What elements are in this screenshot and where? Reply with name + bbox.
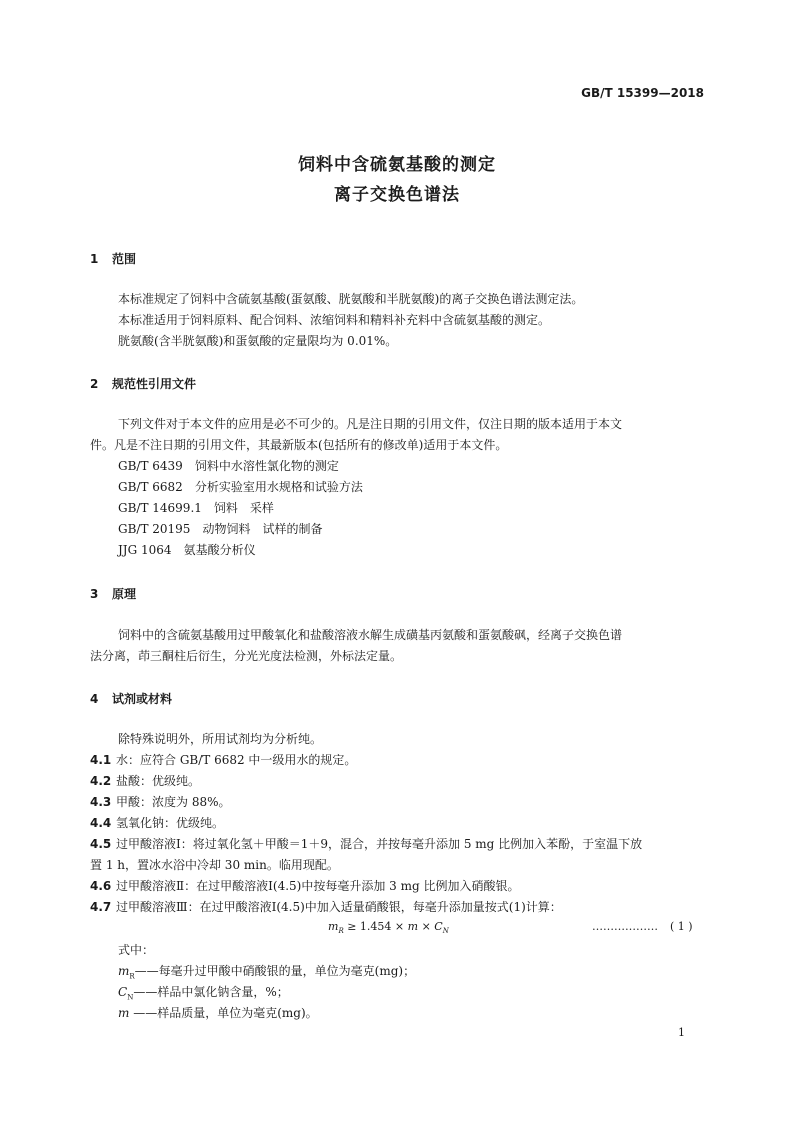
reference-item <box>118 478 363 495</box>
paragraph: 除特殊说明外，所用试剂均为分析纯。 <box>118 732 323 746</box>
reference-code: GB/T 6439 <box>118 459 183 473</box>
definition-item <box>118 983 289 1001</box>
clause-4-6 <box>90 877 520 894</box>
paragraph-continued: 件。凡是不注日期的引用文件，其最新版本(包括所有的修改单)适用于本文件。 <box>90 438 508 452</box>
reference-code: GB/T 20195 <box>118 522 191 536</box>
reference-code: GB/T 6682 <box>118 480 183 494</box>
standard-code: GB/T 15399—2018 <box>581 86 704 100</box>
reference-item <box>118 457 339 474</box>
section-number: 2 <box>90 377 99 391</box>
section-title: 规范性引用文件 <box>112 377 197 391</box>
definition-symbol: m <box>118 964 130 978</box>
equation-symbol: m <box>407 920 419 933</box>
clause-number: 4.1 <box>90 753 112 767</box>
clause-text: 水：应符合 GB/T 6682 中一级用水的规定。 <box>116 753 357 767</box>
section-heading-principle <box>90 585 136 602</box>
section-number: 1 <box>90 252 99 266</box>
section-heading-references <box>90 375 196 392</box>
equation-1 <box>328 920 449 935</box>
clause-4-1 <box>90 751 356 768</box>
definition-item <box>118 962 415 980</box>
definition-subscript: N <box>127 993 134 1002</box>
clause-number: 4.6 <box>90 879 112 893</box>
definition-symbol: m <box>118 1006 130 1020</box>
document-title: 饲料中含硫氨基酸的测定 <box>298 155 496 175</box>
section-number: 3 <box>90 587 99 601</box>
definition-symbol: C <box>118 985 128 999</box>
equation-symbol: m <box>328 920 339 933</box>
equation-operator: × <box>418 920 435 933</box>
section-title: 试剂或材料 <box>112 692 173 706</box>
paragraph: 下列文件对于本文件的应用是必不可少的。凡是注日期的引用文件，仅注日期的版本适用于本文 <box>118 417 623 431</box>
section-title: 原理 <box>112 587 137 601</box>
clause-text: 过甲酸溶液Ⅰ：将过氧化氢＋甲酸＝1＋9，混合，并按每毫升添加 5 mg 比例加入苯酚，于室温下放 <box>116 837 643 851</box>
reference-code: JJG 1064 <box>118 543 172 557</box>
clause-number: 4.4 <box>90 816 112 830</box>
paragraph: 本标准规定了饲料中含硫氨基酸(蛋氨酸、胱氨酸和半胱氨酸)的离子交换色谱法测定法。 <box>118 292 584 306</box>
reference-item <box>118 499 274 516</box>
equation-subscript: N <box>442 927 449 936</box>
clause-number: 4.3 <box>90 795 112 809</box>
clause-text: 置 1 h，置冰水浴中冷却 30 min。临用现配。 <box>90 858 339 872</box>
clause-4-2 <box>90 772 200 789</box>
clause-4-4 <box>90 814 224 831</box>
reference-item <box>118 541 256 558</box>
clause-text: 盐酸：优级纯。 <box>116 774 201 788</box>
definition-subscript: R <box>129 972 135 981</box>
reference-title: 分析实验室用水规格和试验方法 <box>194 480 363 494</box>
reference-code: GB/T 14699.1 <box>118 501 202 515</box>
reference-title: 氨基酸分析仪 <box>183 543 256 557</box>
clause-4-7 <box>90 898 562 915</box>
paragraph: 本标准适用于饲料原料、配合饲料、浓缩饲料和精料补充料中含硫氨基酸的测定。 <box>118 313 551 327</box>
section-number: 4 <box>90 692 99 706</box>
reference-item <box>118 520 322 537</box>
clause-number: 4.5 <box>90 837 112 851</box>
definition-text: ——样品质量，单位为毫克(mg)。 <box>129 1006 318 1020</box>
equation-symbol: C <box>434 920 443 933</box>
clause-number: 4.7 <box>90 900 112 914</box>
equation-operator: ≥ 1.454 × <box>343 920 408 933</box>
reference-title: 动物饲料 试样的制备 <box>202 522 323 536</box>
paragraph: 胱氨酸(含半胱氨酸)和蛋氨酸的定量限均为 0.01%。 <box>118 334 398 348</box>
equation-leader-dots: ……………… <box>592 920 658 933</box>
definition-text: ——样品中氯化钠含量，%； <box>133 985 289 999</box>
section-heading-scope <box>90 250 136 267</box>
reference-title: 饲料中水溶性氯化物的测定 <box>194 459 339 473</box>
reference-title: 饲料 采样 <box>213 501 274 515</box>
definition-item <box>118 1004 318 1021</box>
clause-number: 4.2 <box>90 774 112 788</box>
clause-4-3 <box>90 793 231 810</box>
page-number: 1 <box>678 1026 685 1039</box>
document-subtitle: 离子交换色谱法 <box>334 185 460 205</box>
equation-subscript: R <box>338 927 344 936</box>
definition-text: ——每毫升过甲酸中硝酸银的量，单位为毫克(mg)； <box>134 964 416 978</box>
clause-4-5 <box>90 835 642 852</box>
section-heading-reagents <box>90 690 172 707</box>
paragraph: 饲料中的含硫氨基酸用过甲酸氧化和盐酸溶液水解生成磺基丙氨酸和蛋氨酸砜，经离子交换色谱 <box>118 628 623 642</box>
paragraph-continued: 法分离，茚三酮柱后衍生，分光光度法检测，外标法定量。 <box>90 649 403 663</box>
clause-text: 过甲酸溶液Ⅱ：在过甲酸溶液Ⅰ(4.5)中按每毫升添加 3 mg 比例加入硝酸银。 <box>116 879 520 893</box>
equation-label: ( 1 ) <box>670 920 693 933</box>
section-title: 范围 <box>112 252 137 266</box>
clause-text: 氢氧化钠：优级纯。 <box>116 816 225 830</box>
clause-text: 甲酸：浓度为 88%。 <box>116 795 231 809</box>
clause-4-5-continued <box>90 856 339 873</box>
clause-text: 过甲酸溶液Ⅲ：在过甲酸溶液Ⅰ(4.5)中加入适量硝酸银，每毫升添加量按式(1)计算： <box>116 900 562 914</box>
where-label: 式中： <box>118 943 155 957</box>
